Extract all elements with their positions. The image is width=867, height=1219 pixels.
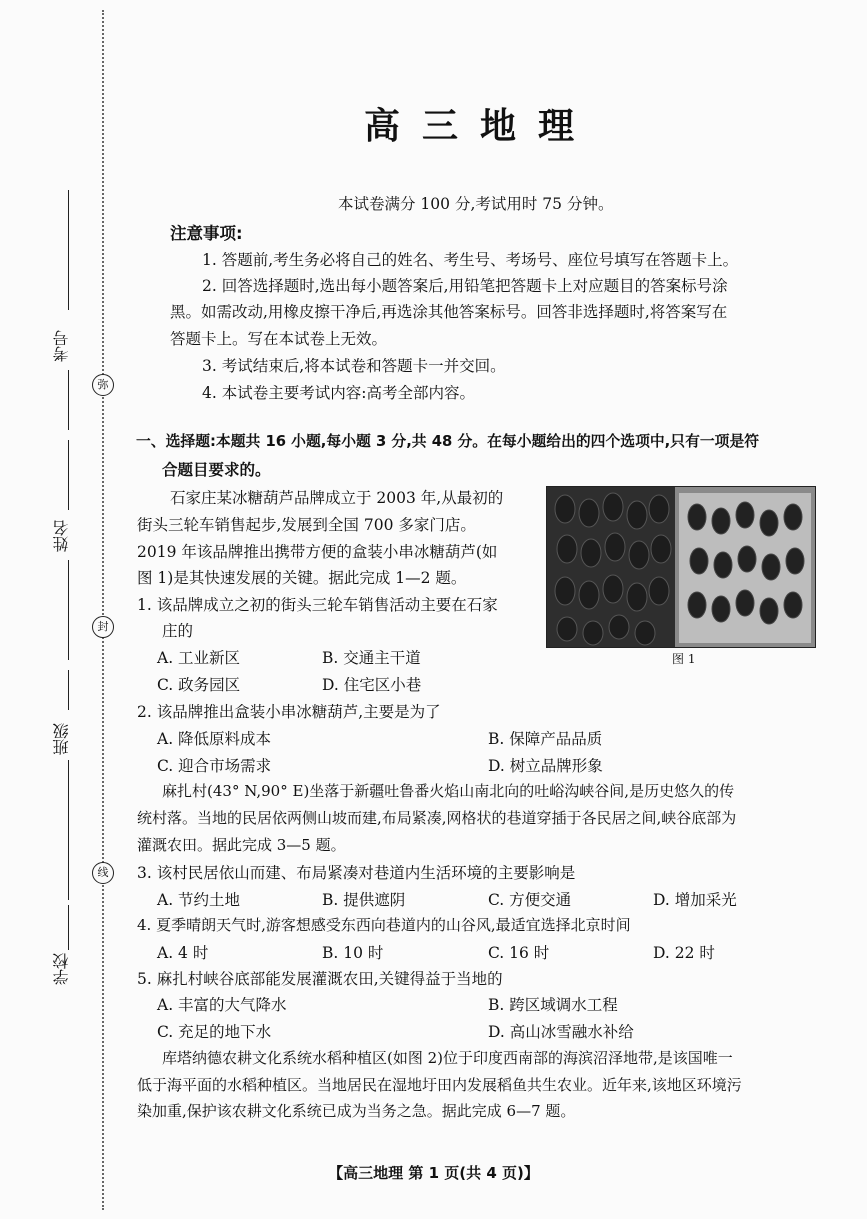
q4-option-a: A. 4 时 [157,944,209,962]
section-heading: 一、选择题:本题共 16 小题,每小题 3 分,共 48 分。在每小题给出的四个选项中,只有一项是符 [136,433,760,450]
q3-option-b: B. 提供遮阴 [322,891,406,909]
exam-number-label: 考号 [52,330,71,362]
figure-1-photo [546,486,816,648]
notice-line: 4. 本试卷主要考试内容:高考全部内容。 [202,384,475,402]
passage-line: 2019 年该品牌推出携带方便的盒装小串冰糖葫芦(如 [137,543,498,561]
question-5-stem: 5. 麻扎村峡谷底部能发展灌溉农田,关键得益于当地的 [137,970,503,988]
q1-option-c: C. 政务园区 [157,676,241,694]
question-1-stem: 1. 该品牌成立之初的街头三轮车销售活动主要在石家 [137,596,498,614]
notice-line: 1. 答题前,考生务必将自己的姓名、考生号、考场号、座位号填写在答题卡上。 [202,251,739,269]
exam-number-rule [68,190,69,310]
q3-option-a: A. 节约土地 [157,891,241,909]
q1-option-d: D. 住宅区小巷 [322,676,422,694]
name-rule [68,440,69,510]
name-label: 姓名 [52,520,71,552]
passage-line: 图 1)是其快速发展的关键。据此完成 1—2 题。 [137,569,467,587]
q3-option-c: C. 方便交通 [488,891,572,909]
q4-option-d: D. 22 时 [653,944,715,962]
passage-line: 统村落。当地的民居依两侧山坡而建,布局紧凑,网格状的巷道穿插于各民居之间,峡谷底部为 [137,809,737,827]
question-4-stem: 4. 夏季晴朗天气时,游客想感受东西向巷道内的山谷风,最适宜选择北京时间 [137,916,631,934]
notice-line: 3. 考试结束后,将本试卷和答题卡一并交回。 [202,357,506,375]
q5-option-c: C. 充足的地下水 [157,1023,272,1041]
seal-feng: 封 [92,616,114,638]
q2-option-c: C. 迎合市场需求 [157,757,272,775]
seal-mi: 弥 [92,374,114,396]
binding-dotted-line [102,10,104,1210]
passage-line: 库塔纳德农耕文化系统水稻种植区(如图 2)位于印度西南部的海滨沼泽地带,是该国唯一 [162,1049,733,1067]
exam-info: 本试卷满分 100 分,考试用时 75 分钟。 [338,195,614,213]
class-rule-2 [68,760,69,900]
notice-line: 答题卡上。写在本试卷上无效。 [170,330,388,348]
passage-line: 染加重,保护该农耕文化系统已成为当务之急。据此完成 6—7 题。 [137,1102,576,1120]
passage-line: 石家庄某冰糖葫芦品牌成立于 2003 年,从最初的 [170,489,504,507]
q5-option-a: A. 丰富的大气降水 [157,996,287,1014]
page-footer: 【高三地理 第 1 页(共 4 页)】 [328,1164,539,1182]
q3-option-d: D. 增加采光 [653,891,737,909]
school-label: 学校 [52,953,71,985]
question-3-stem: 3. 该村民居依山而建、布局紧凑对巷道内生活环境的主要影响是 [137,864,576,882]
passage-line: 街头三轮车销售起步,发展到全国 700 多家门店。 [137,516,476,534]
passage-line: 灌溉农田。据此完成 3—5 题。 [137,836,346,854]
question-1-stem-cont: 庄的 [162,622,194,640]
q4-option-c: C. 16 时 [488,944,550,962]
notice-heading: 注意事项: [170,224,243,243]
question-2-stem: 2. 该品牌推出盒装小串冰糖葫芦,主要是为了 [137,703,441,721]
figure-1-caption: 图 1 [672,652,696,666]
name-rule-2 [68,560,69,660]
notice-line: 2. 回答选择题时,选出每小题答案后,用铅笔把答题卡上对应题目的答案标号涂 [202,277,728,295]
q4-option-b: B. 10 时 [322,944,384,962]
class-rule [68,670,69,710]
q2-option-b: B. 保障产品品质 [488,730,603,748]
school-rule [68,905,69,950]
class-label: 班级 [52,723,71,755]
section-heading-cont: 合题目要求的。 [162,461,271,479]
q2-option-d: D. 树立品牌形象 [488,757,603,775]
passage-line: 麻扎村(43° N,90° E)坐落于新疆吐鲁番火焰山南北向的吐峪沟峡谷间,是历史悠久的传 [162,782,735,800]
page-title: 高三地理 [363,106,596,147]
q5-option-d: D. 高山冰雪融水补给 [488,1023,634,1041]
q1-option-a: A. 工业新区 [157,649,241,667]
notice-line: 黑。如需改动,用橡皮擦干净后,再选涂其他答案标号。回答非选择题时,将答案写在 [170,303,728,321]
q2-option-a: A. 降低原料成本 [157,730,272,748]
seal-xian: 线 [92,862,114,884]
q1-option-b: B. 交通主干道 [322,649,421,667]
q5-option-b: B. 跨区域调水工程 [488,996,618,1014]
exam-number-rule-2 [68,370,69,430]
passage-line: 低于海平面的水稻种植区。当地居民在湿地圩田内发展稻鱼共生农业。近年来,该地区环境污 [137,1076,742,1094]
